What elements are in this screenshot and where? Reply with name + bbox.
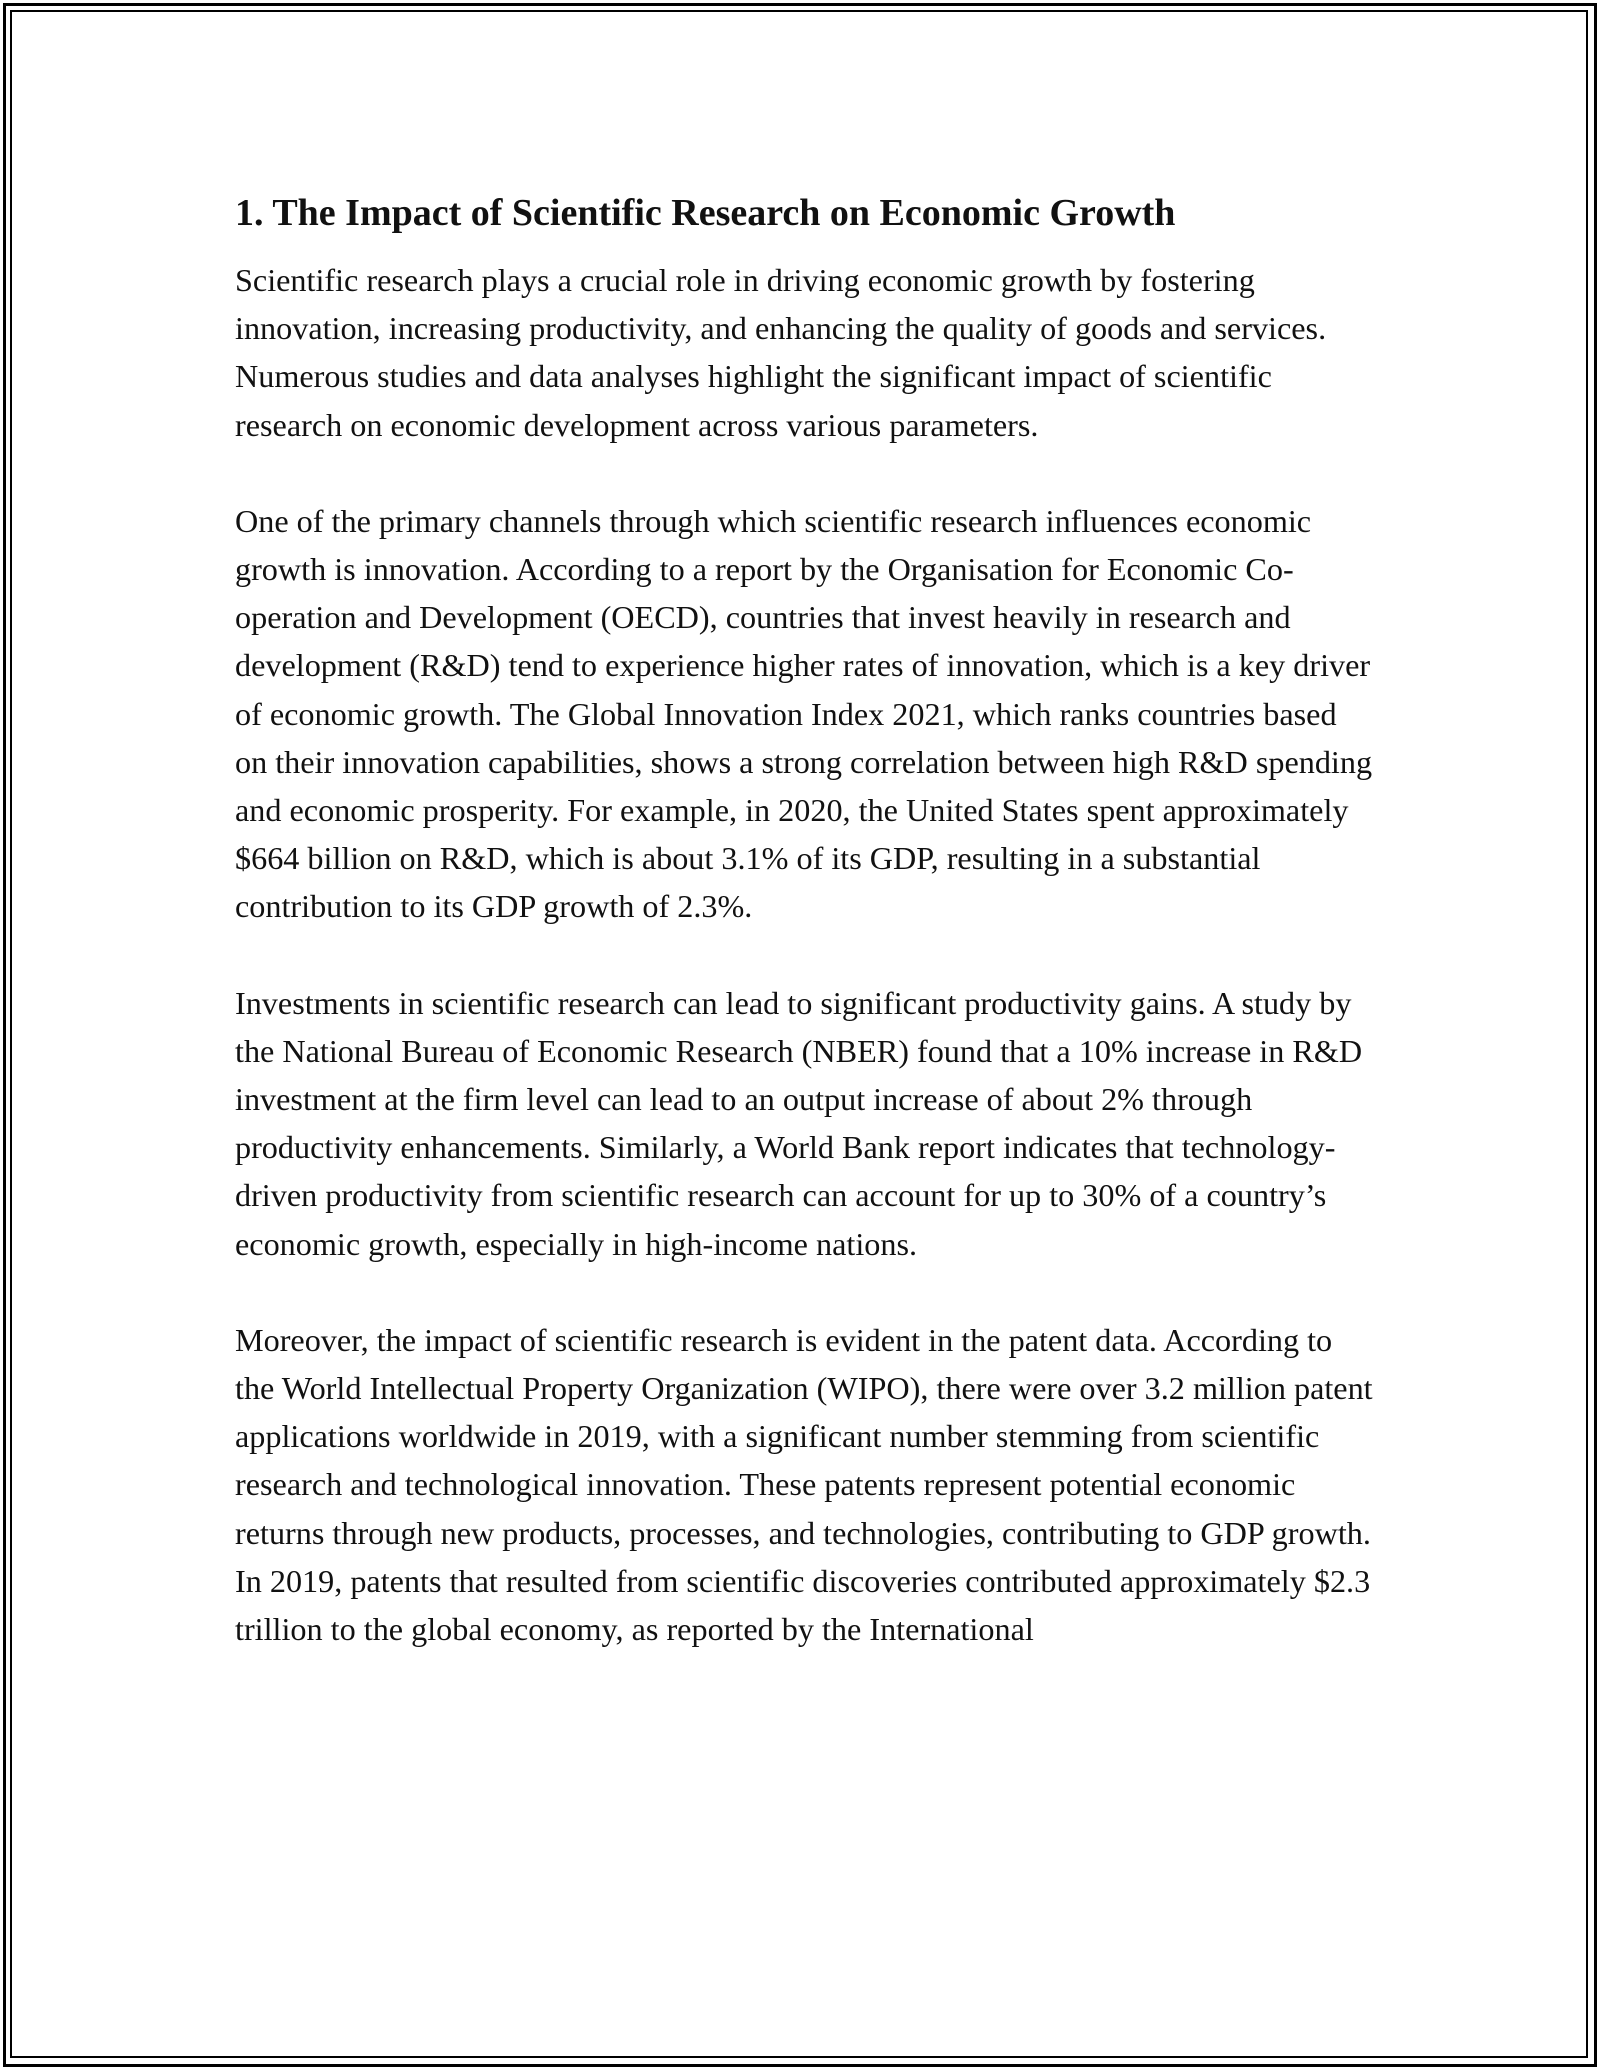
paragraph-intro: Scientific research plays a crucial role in driving economic growth by fostering innovation, increasing productivity, and enhancing the quality of goods and services. Numerous studies and data analyses highlight the significant impact of scientific research on economic development across various parameters. [235,262,1327,443]
paragraph-patents: Moreover, the impact of scientific research is evident in the patent data. According to the World Intellectual Property Organization (WIPO), there were over 3.2 million patent applications worldwide in 2019, with a significant number stemming from scientific research and technological innovation. These patents represent potential economic returns through new products, processes, and technologies, contributing to GDP growth. In 2019, patents that resulted from scientific discoveries contributed approximately $2.3 trillion to the global economy, as reported by the International [235,1321,1373,1648]
paragraph-innovation: One of the primary channels through which scientific research influences economic growth is innovation. According to a report by the Organisation for Economic Co-operation and Development (OECD), countries that invest heavily in research and development (R&D) tend to experience higher rates of innovation, which is a key driver of economic growth. The Global Innovation Index 2021, which ranks countries based on their innovation capabilities, shows a strong correlation between high R&D spending and economic prosperity. For example, in 2020, the United States spent approximately $664 billion on R&D, which is about 3.1% of its GDP, resulting in a substantial contribution to its GDP growth of 2.3%. [235,502,1373,925]
paragraph-productivity: Investments in scientific research can lead to significant productivity gains. A study by the National Bureau of Economic Research (NBER) found that a 10% increase in R&D investment at the firm level can lead to an output increase of about 2% through productivity enhancements. Similarly, a World Bank report indicates that technology-driven productivity from scientific research can account for up to 30% of a country’s economic growth, especially in high-income nations. [235,984,1363,1262]
document-body [235,186,1375,1653]
section-heading: 1. The Impact of Scientific Research on Economic Growth [235,192,1176,234]
